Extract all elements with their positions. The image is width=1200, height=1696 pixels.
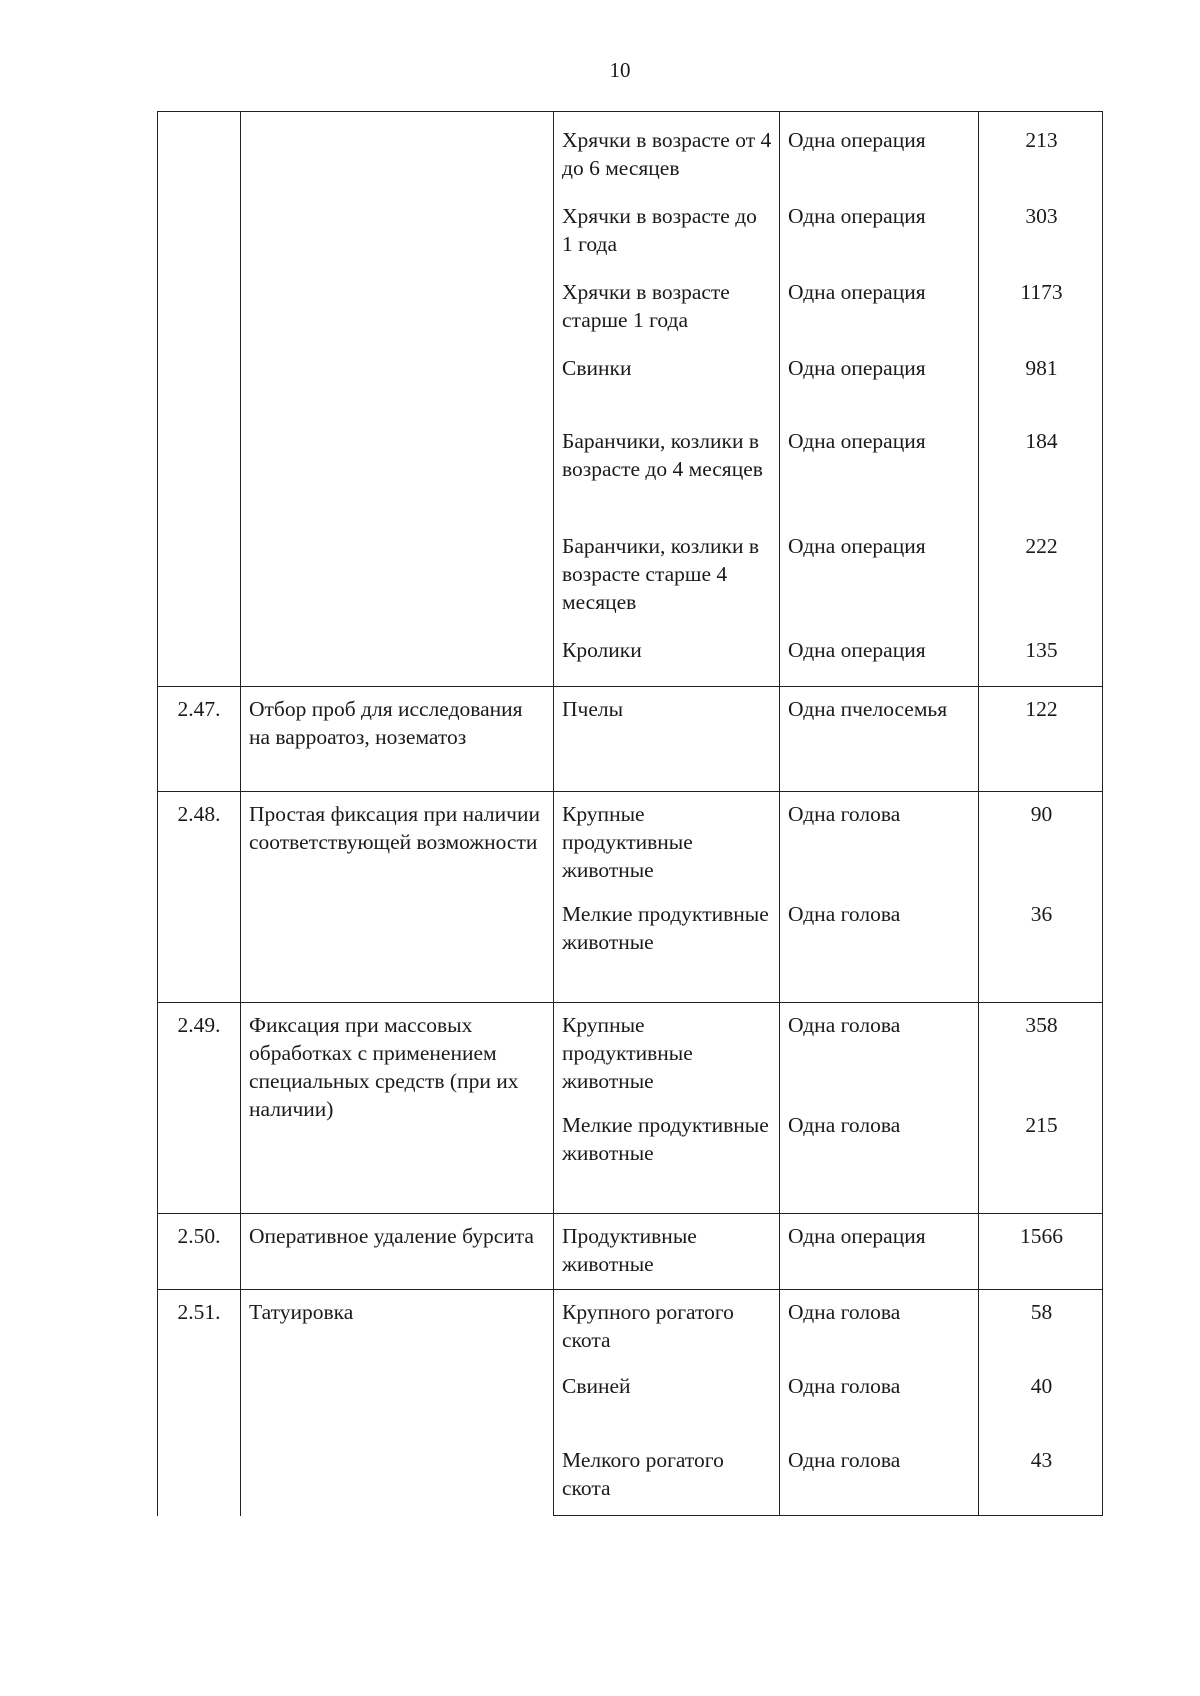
row-number: [158, 112, 241, 687]
unit: Одна голова: [780, 1003, 979, 1107]
price: 36: [979, 896, 1103, 1003]
price: 122: [979, 687, 1103, 792]
animal-type: Хрячки в возрасте до 1 года: [554, 188, 780, 264]
price: 213: [979, 112, 1103, 188]
animal-type: Крупные продуктивные животные: [554, 1003, 780, 1107]
unit: Одна операция: [780, 622, 979, 687]
table-row: [158, 1003, 1103, 1107]
unit: Одна пчелосемья: [780, 687, 979, 792]
row-number: 2.49.: [158, 1003, 241, 1214]
table-row: [158, 687, 1103, 792]
row-number: 2.47.: [158, 687, 241, 792]
animal-type: Мелкого рогатого скота: [554, 1440, 780, 1516]
price: 90: [979, 792, 1103, 896]
unit: Одна операция: [780, 1214, 979, 1290]
animal-type: Пчелы: [554, 687, 780, 792]
unit: Одна голова: [780, 1107, 979, 1214]
price: 1566: [979, 1214, 1103, 1290]
unit: Одна голова: [780, 792, 979, 896]
price: 40: [979, 1368, 1103, 1440]
animal-type: Баранчики, козлики в возрасте до 4 месяцев: [554, 413, 780, 518]
unit: Одна голова: [780, 1368, 979, 1440]
animal-type: Продуктивные животные: [554, 1214, 780, 1290]
price: 58: [979, 1290, 1103, 1368]
service-name: [241, 112, 554, 687]
page-number: 10: [609, 58, 631, 82]
unit: Одна операция: [780, 413, 979, 518]
animal-type: Свиней: [554, 1368, 780, 1440]
animal-type: Крупные продуктивные животные: [554, 792, 780, 896]
animal-type: Хрячки в возрасте от 4 до 6 месяцев: [554, 112, 780, 188]
table-row: [158, 1290, 1103, 1368]
row-number: 2.50.: [158, 1214, 241, 1290]
price: 135: [979, 622, 1103, 687]
price: 43: [979, 1440, 1103, 1516]
price: 222: [979, 518, 1103, 622]
table-row: [158, 792, 1103, 896]
animal-type: Хрячки в возрасте старше 1 года: [554, 264, 780, 340]
unit: Одна операция: [780, 518, 979, 622]
unit: Одна голова: [780, 1440, 979, 1516]
animal-type: Свинки: [554, 340, 780, 413]
service-name: Отбор проб для исследования на варроатоз, нозематоз: [241, 687, 554, 792]
unit: Одна голова: [780, 1290, 979, 1368]
service-name: Оперативное удаление бурсита: [241, 1214, 554, 1290]
animal-type: Крупного рогатого скота: [554, 1290, 780, 1368]
row-number: 2.48.: [158, 792, 241, 1003]
unit: Одна голова: [780, 896, 979, 1003]
unit: Одна операция: [780, 340, 979, 413]
service-name: Татуировка: [241, 1290, 554, 1516]
animal-type: Мелкие продуктивные животные: [554, 896, 780, 1003]
price: 215: [979, 1107, 1103, 1214]
price: 981: [979, 340, 1103, 413]
price: 1173: [979, 264, 1103, 340]
service-name: Фиксация при массовых обработках с применением специальных средств (при их наличии): [241, 1003, 554, 1214]
table-row: [158, 112, 1103, 188]
price: 358: [979, 1003, 1103, 1107]
animal-type: Кролики: [554, 622, 780, 687]
price: 184: [979, 413, 1103, 518]
service-name: Простая фиксация при наличии соответствующей возможности: [241, 792, 554, 1003]
animal-type: Мелкие продуктивные животные: [554, 1107, 780, 1214]
price-table: [157, 111, 1103, 1516]
price: 303: [979, 188, 1103, 264]
unit: Одна операция: [780, 264, 979, 340]
animal-type: Баранчики, козлики в возрасте старше 4 месяцев: [554, 518, 780, 622]
table-row: [158, 1214, 1103, 1290]
row-number: 2.51.: [158, 1290, 241, 1516]
unit: Одна операция: [780, 112, 979, 188]
unit: Одна операция: [780, 188, 979, 264]
